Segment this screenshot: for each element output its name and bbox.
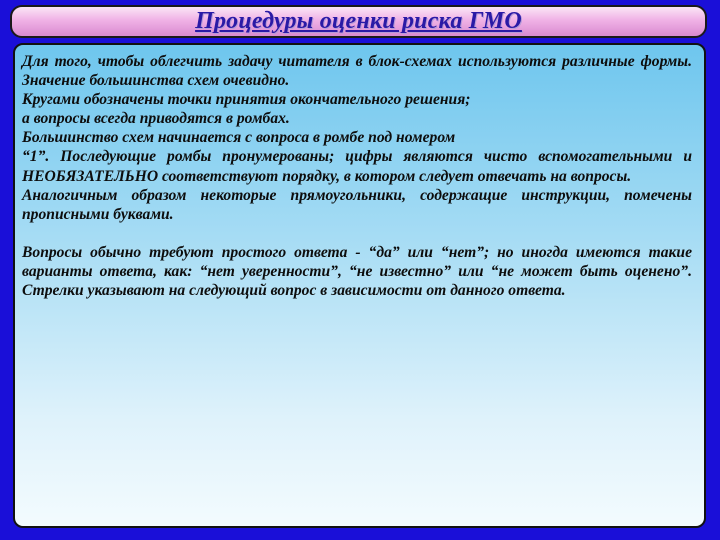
slide-body (22, 52, 692, 300)
paragraph-answers: Вопросы обычно требуют простого ответа - “да” или “нет”; но иногда имеются такие варианты ответа, как: “нет уверенности”, “не известно” или “не может быть оценено”. Стрелки указывают на следующий вопрос в зависимости от данного ответа. (22, 243, 692, 300)
paragraph-diamonds: а вопросы всегда приводятся в ромбах. (22, 110, 290, 128)
paragraph-start: Большинство схем начинается с вопроса в ромбе под номером (22, 129, 456, 147)
paragraph-numbering: “1”. Последующие ромбы пронумерованы; цифры являются чисто вспомогательными и НЕОБЯЗАТЕЛЬНО соответствуют порядку, в котором следует отвечать на вопросы. (22, 148, 692, 185)
paragraph-rectangles: Аналогичным образом некоторые прямоугольники, содержащие инструкции, помечены прописными буквами. (22, 186, 692, 223)
paragraph-intro: Для того, чтобы облегчить задачу читателя в блок-схемах используются различные формы. Значение большинства схем очевидно. (22, 53, 692, 90)
title-bar (10, 5, 707, 38)
slide-title: Процедуры оценки риска ГМО (195, 8, 522, 34)
paragraph-spacer (22, 224, 692, 243)
paragraph-circles: Кругами обозначены точки принятия окончательного решения; (22, 91, 471, 109)
